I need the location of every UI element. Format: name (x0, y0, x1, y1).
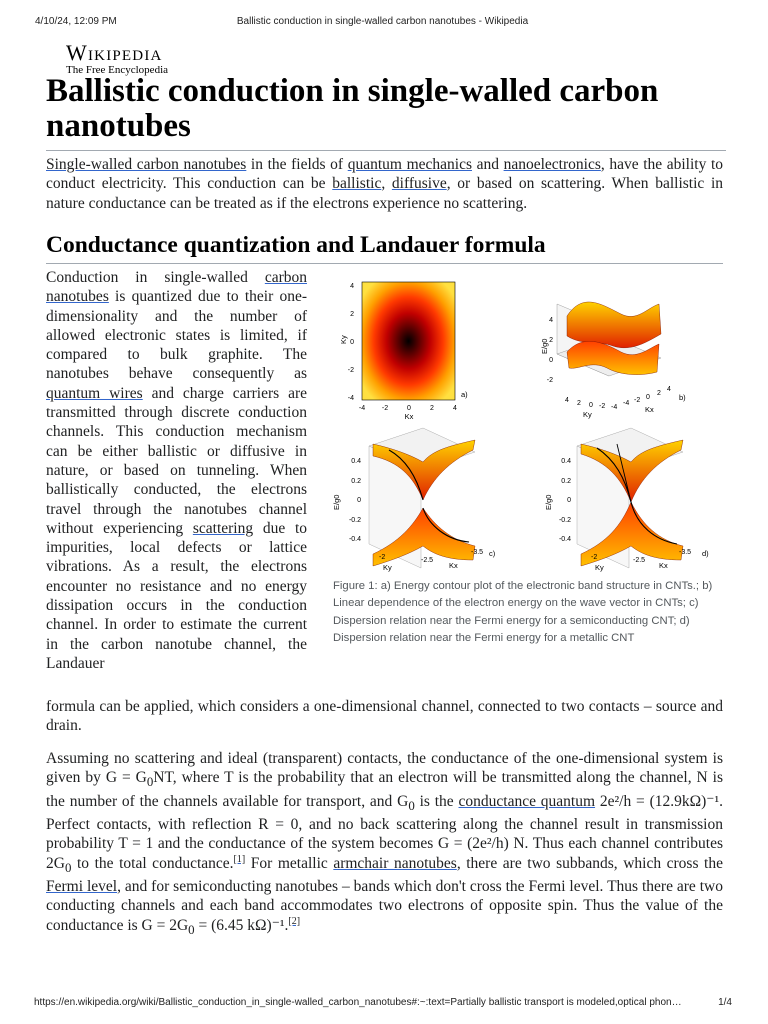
panel-a-ytick: -4 (347, 395, 354, 402)
panel-c-ztick: 0.2 (351, 478, 361, 485)
panel-b-ztick: 2 (549, 337, 553, 344)
print-footer (34, 997, 732, 1011)
page-number: 1/4 (718, 997, 732, 1008)
panel-b-ky-tick: 2 (577, 400, 581, 407)
panel-b-kx-tick: -2 (634, 397, 641, 404)
panel-d-tag: d) (702, 549, 709, 558)
article-title: Ballistic conduction in single-walled carbon nanotubes (46, 74, 726, 151)
panel-b-kx-label: Kx (645, 405, 654, 414)
panel-b-ztick: 0 (549, 357, 553, 364)
panel-b-kx-tick: 2 (657, 390, 661, 397)
reference-1[interactable]: [1] (233, 853, 246, 865)
panel-d-ky-label: Ky (595, 563, 604, 572)
panel-a-xtick: -2 (381, 405, 389, 412)
panel-b-ky-label: Ky (583, 410, 592, 419)
panel-b-kx-tick: 4 (667, 386, 671, 393)
logo-tagline: The Free Encyclopedia (66, 64, 169, 76)
panel-d-zlabel: E/g0 (544, 494, 553, 510)
panel-d-ztick: -0.4 (558, 536, 571, 543)
intro-paragraph: Single-walled carbon nanotubes in the fields of quantum mechanics and nanoelectronics, have the ability to conduct electricity. This conduction can be ballistic, diffusive, or based on scattering. When ballistic in nature conductance can be treated as if the electrons experience no scattering. (46, 156, 724, 212)
panel-b-ky-tick: 4 (565, 397, 569, 404)
panel-b-ky-tick: -2 (599, 403, 606, 410)
panel-c-ky-label: Ky (383, 563, 392, 572)
panel-c-kx-tick: -2.5 (421, 557, 434, 564)
panel-b-ky-tick: 0 (589, 402, 593, 409)
link-diffusive[interactable]: diffusive (391, 175, 447, 193)
panel-a-xtick: -4 (358, 405, 366, 412)
link-conductance-quantum[interactable]: conductance quantum (458, 792, 596, 810)
panel-a-xlabel: Kx (404, 412, 414, 421)
print-doc-title: Ballistic conduction in single-walled carbon nanotubes - Wikipedia (236, 16, 529, 27)
panel-c-ztick: -0.2 (348, 517, 361, 524)
panel-d-ztick: 0.4 (561, 458, 571, 465)
panel-b-ztick: 4 (549, 317, 553, 324)
link-fermi-level[interactable]: Fermi level (46, 878, 118, 896)
panel-a-xtick: 0 (407, 405, 411, 412)
link-carbon-nanotubes[interactable]: carbon nanotubes (46, 269, 307, 306)
reference-2[interactable]: [2] (288, 915, 301, 927)
link-quantum-mechanics[interactable]: quantum mechanics (347, 156, 472, 173)
panel-d-ztick: -0.2 (558, 517, 571, 524)
figure-panel-d (544, 428, 709, 572)
panel-d-ky-tick: -2 (591, 554, 598, 561)
panel-a-ytick: 0 (350, 339, 354, 346)
panel-d-ztick: 0 (567, 497, 571, 504)
figure-panel-a (339, 282, 468, 421)
figure-caption: Figure 1: a) Energy contour plot of the electronic band structure in CNTs.; b) Linear dependence of the electron energy on the wave vector in CNTs; c) Dispersion relation near the Fermi energy for a semiconducting CNT; d) Dispersion relation near the Fermi energy for a metallic CNT (333, 580, 713, 644)
panel-a-tag: a) (461, 390, 468, 399)
panel-d-kx-label: Kx (659, 561, 668, 570)
figure-panel-b (540, 302, 686, 419)
logo-wordmark: Wikipedia (66, 40, 163, 65)
wikipedia-logo[interactable] (66, 42, 168, 77)
link-nanoelectronics[interactable]: nanoelectronics (503, 156, 601, 173)
panel-b-zlabel: E/g0 (540, 338, 549, 354)
panel-c-ztick: -0.4 (348, 536, 361, 543)
panel-c-kx-tick: -3.5 (471, 549, 484, 556)
section-paragraph-1-continued: formula can be applied, which considers a one-dimensional channel, connected to two contacts – source and drain. (46, 698, 723, 735)
panel-b-kx-tick: 0 (646, 394, 650, 401)
panel-c-ky-tick: -2 (379, 554, 386, 561)
figure-panel-c (332, 428, 496, 572)
panel-b-ztick: -2 (546, 377, 553, 384)
link-single-walled-carbon-nanotubes[interactable]: Single-walled carbon nanotubes (46, 156, 247, 173)
panel-a-xtick: 2 (430, 405, 434, 412)
print-header (35, 16, 730, 32)
section-paragraph-2: Assuming no scattering and ideal (transparent) contacts, the conductance of the one-dimensional system is given by $G = G_0NT$, where T is the probability that an electron will be transmitted along the channel, N is the number of the channels available for transport, and $G_0$ is the conductance quantum 2e²/h = (12.9kΩ)⁻¹. Perfect contacts, with reflection R = 0, and no back scattering along the channel result in transmission probability T = 1 and the conductance of the system becomes G = (2e²/h) N. Thus each channel contributes $2G_0$ to the total conductance.[1] For metallic armchair nanotubes, there are two subbands, which cross the Fermi level, and for semiconducting nanotubes – bands which don't cross the Fermi level. Thus there are two conducting channels and each band accommodates two electrons of opposite spin. Thus the value of the conductance is $G = 2G_0 = (6.45$ kΩ)⁻¹.[2] (46, 750, 724, 937)
panel-d-kx-tick: -2.5 (633, 557, 646, 564)
link-armchair-nanotubes[interactable]: armchair nanotubes (333, 854, 457, 872)
print-url: https://en.wikipedia.org/wiki/Ballistic_conduction_in_single-walled_carbon_nanotubes#:~:text=Partially ballistic transport is modeled,optical phon… (34, 997, 682, 1008)
panel-a-ylabel: Ky (339, 335, 348, 344)
panel-c-zlabel: E/g0 (332, 494, 341, 510)
panel-b-kx-tick: -4 (623, 400, 630, 407)
panel-b-tag: b) (679, 393, 686, 402)
panel-c-ztick: 0.4 (351, 458, 361, 465)
panel-d-kx-tick: -3.5 (679, 549, 692, 556)
figure-1[interactable] (321, 264, 721, 582)
link-ballistic[interactable]: ballistic (332, 175, 382, 193)
panel-c-ztick: 0 (357, 497, 361, 504)
panel-a-xtick: 4 (453, 405, 457, 412)
panel-a-ytick: -2 (347, 367, 354, 374)
link-scattering[interactable]: scattering (192, 519, 254, 537)
figure-1-graphic (321, 264, 721, 582)
link-quantum-wires[interactable]: quantum wires (46, 384, 143, 402)
panel-a-ytick: 4 (350, 283, 354, 290)
section-paragraph-1: Conduction in single-walled carbon nanotubes is quantized due to their one-dimensionality and the number of allowed electronic states is limited, if compared to bulk graphite. The nanotubes behave consequently as quantum wires and charge carriers are transmitted through discrete conduction channels. This conduction mechanism can be either ballistic or diffusive in nature, or based on tunneling. When ballistically conducted, the electrons travel through the nanotubes channel without experiencing scattering due to impurities, local defects or lattice vibrations. As a result, the electrons encounter no resistance and no energy dissipation occurs in the conduction channel. In order to estimate the current in the carbon nanotube channel, the Landauer (46, 269, 308, 672)
panel-c-tag: c) (489, 549, 496, 558)
section-heading: Conductance quantization and Landauer formula (46, 231, 723, 264)
panel-b-ky-tick: -4 (611, 404, 618, 411)
panel-a-ytick: 2 (350, 311, 354, 318)
print-datetime: 4/10/24, 12:09 PM (35, 16, 117, 27)
panel-d-ztick: 0.2 (561, 478, 571, 485)
panel-c-kx-label: Kx (449, 561, 458, 570)
